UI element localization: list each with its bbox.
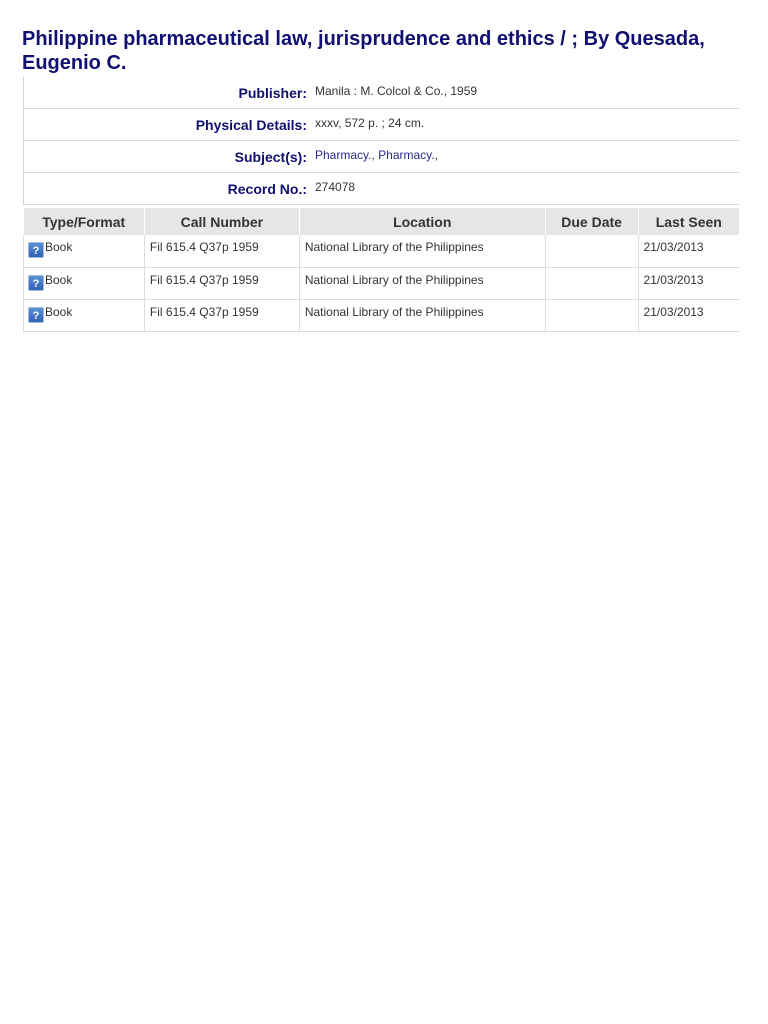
physical-details-value: xxxv, 572 p. ; 24 cm. [315, 115, 425, 130]
column-header-due-date[interactable]: Due Date [545, 208, 638, 235]
question-mark-icon[interactable]: ? [28, 242, 44, 258]
physical-details-row [24, 109, 740, 141]
last-seen-cell: 21/03/2013 [638, 299, 739, 331]
record-details [23, 77, 740, 205]
location-cell: National Library of the Philippines [299, 235, 545, 267]
publisher-row [24, 77, 740, 109]
subject-separator: , [371, 147, 379, 162]
type-format-cell [24, 299, 145, 331]
last-seen-cell: 21/03/2013 [638, 235, 739, 267]
call-number-cell: Fil 615.4 Q37p 1959 [144, 299, 299, 331]
due-date-cell [545, 299, 638, 331]
column-header-call-number[interactable]: Call Number [144, 208, 299, 235]
question-mark-icon[interactable]: ? [28, 307, 44, 323]
subjects-value [315, 148, 438, 162]
type-format-value: Book [45, 240, 73, 254]
column-header-last-seen[interactable]: Last Seen [638, 208, 739, 235]
holdings-table [23, 208, 739, 332]
last-seen-cell: 21/03/2013 [638, 267, 739, 299]
subject-separator: , [434, 147, 438, 162]
subjects-row [24, 141, 740, 173]
column-header-type-format[interactable]: Type/Format [24, 208, 145, 235]
subject-link[interactable]: Pharmacy. [315, 147, 372, 162]
question-mark-icon[interactable]: ? [28, 275, 44, 291]
subjects-label: Subject(s): [234, 148, 307, 165]
holdings-header-row [24, 208, 740, 235]
table-row [24, 267, 740, 299]
physical-details-label: Physical Details: [195, 116, 307, 133]
record-title: Philippine pharmaceutical law, jurisprudence and ethics / ; By Quesada, Eugenio C. [22, 28, 705, 74]
column-header-location[interactable]: Location [299, 208, 545, 235]
type-format-cell [24, 235, 145, 267]
publisher-label: Publisher: [238, 84, 307, 101]
subject-link[interactable]: Pharmacy. [378, 147, 435, 162]
location-cell: National Library of the Philippines [299, 267, 545, 299]
call-number-cell: Fil 615.4 Q37p 1959 [144, 235, 299, 267]
record-number-value: 274078 [315, 179, 356, 194]
location-cell: National Library of the Philippines [299, 299, 545, 331]
type-format-value: Book [45, 272, 73, 287]
due-date-cell [545, 235, 638, 267]
type-format-cell [24, 267, 145, 299]
table-row [24, 299, 740, 331]
record-number-row [24, 173, 740, 205]
call-number-cell: Fil 615.4 Q37p 1959 [144, 267, 299, 299]
record-number-label: Record No.: [227, 180, 307, 197]
due-date-cell [545, 267, 638, 299]
type-format-value: Book [45, 304, 73, 319]
table-row [24, 235, 740, 267]
publisher-value: Manila : M. Colcol & Co., 1959 [315, 83, 478, 98]
